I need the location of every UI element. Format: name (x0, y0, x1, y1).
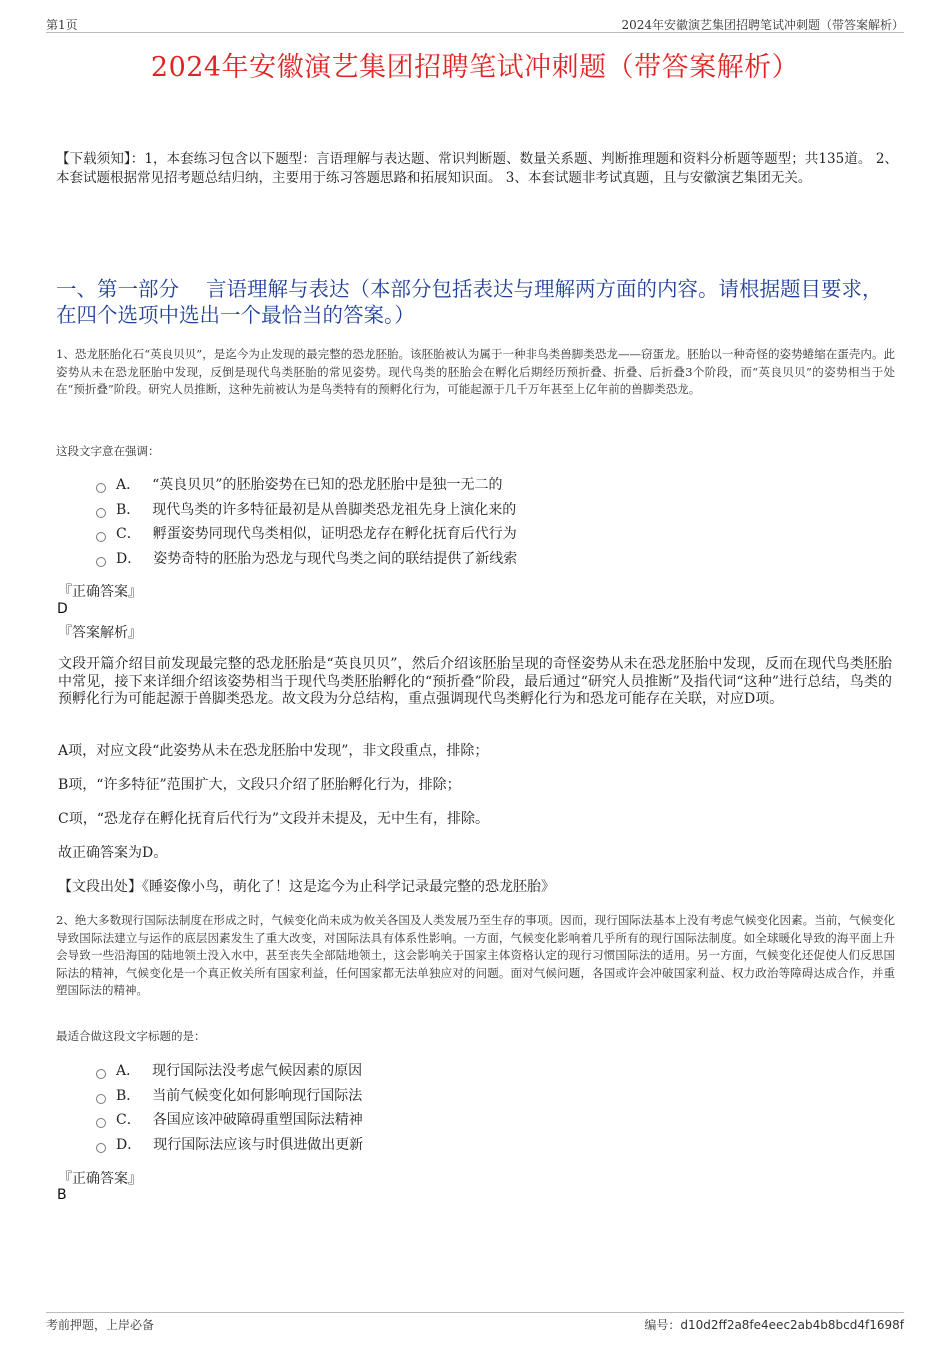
analysis-conclusion: 故正确答案为D。 (58, 845, 168, 861)
option-letter: A． (116, 477, 141, 493)
radio-icon[interactable] (96, 1069, 106, 1079)
radio-icon[interactable] (96, 1143, 106, 1153)
footer-code-value: d10d2ff2a8fe4eec2ab4b8bcd4f1698f (680, 1318, 904, 1332)
option-c[interactable] (96, 1108, 363, 1133)
option-d[interactable] (96, 547, 517, 572)
analysis-option-a: A项，对应文段“此姿势从未在恐龙胚胎中发现”，非文段重点，排除； (58, 743, 489, 759)
correct-answer-value: B (57, 1187, 67, 1203)
analysis-option-b: B项，“许多特征”范围扩大，文段只介绍了胚胎孵化行为，排除； (58, 777, 461, 793)
radio-icon[interactable] (96, 1118, 106, 1128)
option-letter: D． (116, 1136, 142, 1153)
option-text: 姿势奇特的胚胎为恐龙与现代鸟类之间的联结提供了新线索 (153, 550, 518, 567)
footer-slogan: 考前押题，上岸必备 (46, 1318, 155, 1332)
page-header (46, 14, 904, 33)
option-b[interactable] (96, 498, 517, 523)
radio-icon[interactable] (96, 483, 106, 493)
correct-answer-label: 『正确答案』 (58, 584, 142, 600)
option-letter: C． (116, 1112, 141, 1128)
option-text: 现行国际法应该与时俱进做出更新 (153, 1136, 364, 1153)
question-2-options (96, 1059, 363, 1157)
option-text: 现代鸟类的许多特征最初是从兽脚类恐龙祖先身上演化来的 (152, 501, 517, 518)
download-notice: 【下载须知】：1，本套练习包含以下题型：言语理解与表达题、常识判断题、数量关系题、判断推理题和资料分析题等题型；共135道。 2、本套试题根据常见招考题总结归纳，主要用于练习答题思路和拓展知识面。 3、本套试题非考试真题，且与安徽演艺集团无关。 (56, 151, 898, 186)
option-b[interactable] (96, 1084, 363, 1109)
option-a[interactable] (96, 1059, 363, 1084)
option-letter: B． (116, 501, 141, 518)
question-2-passage: 2、绝大多数现行国际法制度在形成之时，气候变化尚未成为攸关各国及人类发展乃至生存的事项。因而，现行国际法基本上没有考虑气候变化因素。当前，气候变化导致国际法建立与运作的底层因素发生了重大改变，对国际法具有体系性影响。一方面，气候变化影响着几乎所有的现行国际法制度。如全球暖化导致的海平面上升会导致一些沿海国的陆地领土没入水中，甚至丧失全部陆地领土，这会影响关于国家主体资格认定的现行习惯国际法的适用。另一方面，气候变化还促使人们反思国际法的精神，气候变化是一个真正攸关所有国家利益，任何国家都无法单独应对的问题。面对气候问题，各国或许会冲破国家利益、权力政治等障碍达成合作，并重塑国际法的精神。 (56, 913, 895, 997)
analysis-label: 『答案解析』 (58, 625, 142, 641)
analysis-option-c: C项，“恐龙存在孵化抚育后代行为”文段并未提及，无中生有，排除。 (58, 811, 490, 827)
footer-code (644, 1316, 904, 1333)
radio-icon[interactable] (96, 532, 106, 542)
question-1-options (96, 473, 517, 571)
page-number: 第1页 (46, 18, 78, 32)
analysis-paragraph: 文段开篇介绍目前发现最完整的恐龙胚胎是“英良贝贝”，然后介绍该胚胎呈现的奇怪姿势从未在恐龙胚胎中发现，反而在现代鸟类胚胎中常见，接下来详细介绍该姿势相当于现代鸟类胚胎孵化的“预折叠”阶段，最后通过“研究人员推断”及指代词“这种”进行总结，鸟类的预孵化行为可能起源于兽脚类恐龙。故文段为分总结构，重点强调现代鸟类孵化行为和恐龙可能存在关联，对应D项。 (58, 656, 892, 707)
option-text: 当前气候变化如何影响现行国际法 (152, 1087, 363, 1104)
correct-answer-value: D (57, 601, 68, 617)
question-2-prompt: 最适合做这段文字标题的是： (56, 1029, 206, 1043)
option-a[interactable] (96, 473, 517, 498)
radio-icon[interactable] (96, 508, 106, 518)
option-text: “英良贝贝”的胚胎姿势在已知的恐龙胚胎中是独一无二的 (152, 477, 503, 493)
radio-icon[interactable] (96, 1094, 106, 1104)
option-d[interactable] (96, 1133, 363, 1158)
radio-icon[interactable] (96, 557, 106, 567)
option-letter: B． (116, 1087, 141, 1104)
option-letter: D． (116, 550, 142, 567)
section-heading: 一、第一部分 言语理解与表达（本部分包括表达与理解两方面的内容。请根据题目要求，在四个选项中选出一个最恰当的答案。） (56, 277, 883, 327)
passage-source: 【文段出处】《睡姿像小鸟，萌化了！这是迄今为止科学记录最完整的恐龙胚胎》 (58, 879, 555, 895)
option-text: 现行国际法没考虑气候因素的原因 (152, 1063, 363, 1079)
question-1-passage: 1、恐龙胚胎化石“英良贝贝”，是迄今为止发现的最完整的恐龙胚胎。该胚胎被认为属于一种非鸟类兽脚类恐龙——窃蛋龙。胚胎以一种奇怪的姿势蜷缩在蛋壳内。此姿势从未在恐龙胚胎中发现，反倒是现代鸟类胚胎的常见姿势。现代鸟类的胚胎会在孵化后期经历预折叠、折叠、后折叠3个阶段，而“英良贝贝”的姿势相当于处在“预折叠”阶段。研究人员推断，这种先前被认为是鸟类特有的预孵化行为，可能起源于几千万年甚至上亿年前的兽脚类恐龙。 (56, 347, 895, 396)
option-text: 各国应该冲破障碍重塑国际法精神 (152, 1112, 363, 1128)
correct-answer-label: 『正确答案』 (58, 1171, 142, 1187)
option-letter: A． (116, 1063, 141, 1079)
question-1-prompt: 这段文字意在强调： (56, 444, 160, 458)
document-title: 2024年安徽演艺集团招聘笔试冲刺题（带答案解析） (150, 52, 800, 83)
footer-code-label: 编号： (644, 1318, 681, 1332)
option-text: 孵蛋姿势同现代鸟类相似，证明恐龙存在孵化抚育后代行为 (152, 526, 517, 542)
header-doc-title: 2024年安徽演艺集团招聘笔试冲刺题（带答案解析） (621, 18, 904, 32)
option-c[interactable] (96, 522, 517, 547)
option-letter: C． (116, 526, 141, 542)
page-footer (46, 1312, 904, 1333)
